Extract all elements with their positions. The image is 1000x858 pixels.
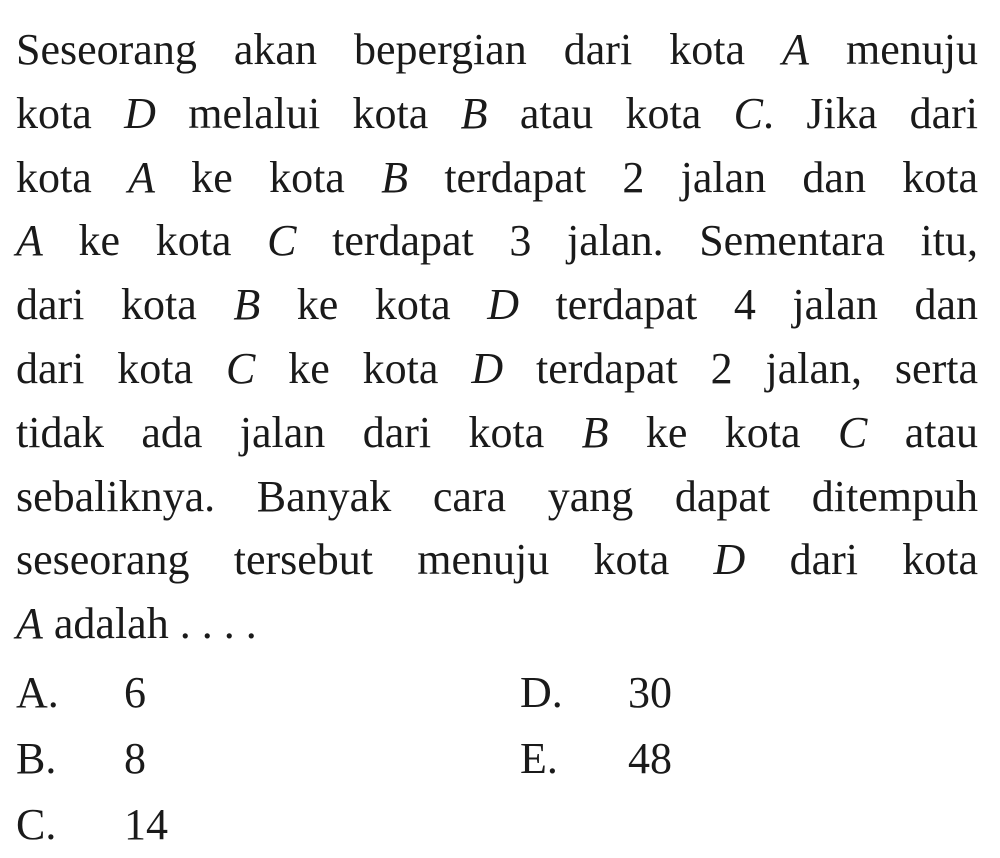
option-letter: C. (16, 800, 57, 849)
option-letter: D. (520, 668, 563, 717)
option-value: 48 (628, 734, 672, 783)
question-line: A ke kota C terdapat 3 jalan. Sementara itu, (16, 216, 978, 266)
question-line: kota D melalui kota B atau kota C. Jika dari (16, 88, 978, 138)
question-line: sebaliknya. Banyak cara yang dapat ditempuh (16, 471, 978, 521)
question-line: dari kota B ke kota D terdapat 4 jalan dan (16, 280, 978, 330)
question-text (16, 18, 978, 656)
option-value: 8 (124, 734, 146, 783)
question-line: tidak ada jalan dari kota B ke kota C atau (16, 407, 978, 457)
option-b[interactable] (16, 726, 146, 792)
option-value: 6 (124, 668, 146, 717)
option-a[interactable] (16, 660, 146, 726)
question-line: kota A ke kota B terdapat 2 jalan dan kota (16, 152, 978, 202)
option-letter: A. (16, 668, 59, 717)
option-c[interactable] (16, 792, 168, 858)
option-e[interactable] (520, 726, 672, 792)
question-line: A adalah . . . . (16, 599, 257, 649)
option-value: 14 (124, 800, 168, 849)
option-d[interactable] (520, 660, 672, 726)
option-letter: B. (16, 734, 57, 783)
option-letter: E. (520, 734, 558, 783)
question-line: Seseorang akan bepergian dari kota A menuju (16, 25, 978, 74)
question-line: dari kota C ke kota D terdapat 2 jalan, serta (16, 343, 978, 393)
question-line: seseorang tersebut menuju kota D dari kota (16, 535, 978, 585)
option-value: 30 (628, 668, 672, 717)
